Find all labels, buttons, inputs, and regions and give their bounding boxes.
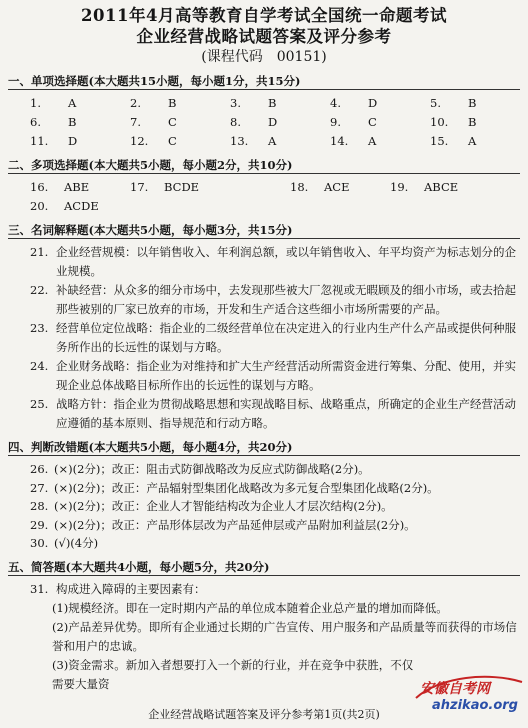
- answer-cell: [230, 132, 276, 151]
- answer-value: C: [168, 134, 177, 148]
- question-number: 18.: [290, 180, 309, 194]
- answer-value: ACE: [324, 180, 350, 194]
- judgment-list: [8, 460, 520, 553]
- term-definition-list: [8, 243, 520, 433]
- section-divider: [8, 173, 520, 174]
- answer-cell: [430, 113, 476, 132]
- answer-value: C: [368, 115, 377, 129]
- list-item: [8, 460, 520, 479]
- question-number: 1.: [30, 96, 41, 110]
- question-number: 3.: [230, 96, 241, 110]
- list-item: [8, 479, 520, 498]
- answer-point: (1)规模经济。即在一定时期内产品的单位成本随着企业总产量的增加而降低。: [52, 600, 448, 615]
- list-item: [8, 497, 520, 516]
- list-item: [8, 243, 520, 281]
- list-item: [8, 395, 520, 433]
- item-number: 30.: [30, 536, 49, 550]
- list-item: [8, 357, 520, 395]
- answer-value: B: [468, 115, 477, 129]
- answer-cell: [330, 94, 377, 113]
- answer-cell: [30, 113, 76, 132]
- answer-point: (3)资金需求。新加入者想要打入一个新的行业，并在竞争中获胜，不仅需要大量资: [52, 657, 414, 691]
- question-number: 15.: [430, 134, 449, 148]
- question-number: 10.: [430, 115, 449, 129]
- answer-row: [8, 178, 520, 197]
- answer-cell: [230, 94, 276, 113]
- course-code: (课程代码 00151): [201, 49, 327, 65]
- section-divider: [8, 238, 520, 239]
- item-text: (×)(2分)；改正：产品形体层改为产品延伸层或产品附加利益层(2分)。: [54, 517, 416, 532]
- answer-cell: [290, 178, 350, 197]
- question-number: 5.: [430, 96, 441, 110]
- answer-value: B: [268, 96, 277, 110]
- subject-title: 企业经营战略试题答案及评分参考: [136, 27, 392, 46]
- item-text: (√)(4分): [54, 536, 99, 550]
- answer-value: ABE: [64, 180, 90, 194]
- answer-cell: [330, 113, 377, 132]
- question-number: 20.: [30, 199, 49, 213]
- answer-value: ABCE: [424, 180, 459, 194]
- answer-value: A: [268, 134, 277, 148]
- answer-value: A: [68, 96, 77, 110]
- answer-cell: [230, 113, 277, 132]
- item-text: 企业财务战略：指企业为对维持和扩大生产经营活动所需资金进行筹集、分配、使用，并实现企业总体战略目标所作出的长远性的谋划与方略。: [56, 359, 516, 392]
- answer-value: A: [468, 134, 477, 148]
- answer-cell: [130, 132, 177, 151]
- answer-value: BCDE: [164, 180, 200, 194]
- section-multi-choice-heading: 二、多项选择题(本大题共5小题，每小题2分，共10分): [8, 158, 293, 172]
- answer-row: [8, 197, 520, 216]
- section-divider: [8, 575, 520, 576]
- section-short-answer-heading: 五、简答题(本大题共4小题，每小题5分，共20分): [8, 559, 270, 574]
- item-number: 23.: [30, 321, 49, 335]
- list-item: [8, 580, 520, 599]
- watermark-url: ahzikao.org: [432, 698, 518, 713]
- question-number: 13.: [230, 134, 249, 148]
- answer-cell: [30, 94, 76, 113]
- item-number: 24.: [30, 359, 49, 373]
- section-term-definition-heading: 三、名词解释题(本大题共5小题，每小题3分，共15分): [8, 223, 293, 237]
- item-number: 26.: [30, 462, 49, 476]
- item-text: (×)(2分)；改正：企业人才智能结构改为企业人才层次结构(2分)。: [54, 499, 393, 513]
- answer-cell: [390, 178, 458, 197]
- answer-value: A: [368, 134, 377, 148]
- answer-value: ACDE: [64, 199, 99, 213]
- answer-cell: [30, 132, 77, 151]
- answer-cell: [330, 132, 376, 151]
- item-number: 27.: [30, 480, 49, 495]
- item-number: 25.: [30, 397, 49, 411]
- question-number: 14.: [330, 134, 349, 148]
- item-number: 22.: [30, 283, 49, 297]
- question-number: 7.: [130, 115, 141, 129]
- section-divider: [8, 455, 520, 456]
- answer-value: B: [468, 96, 477, 110]
- multi-choice-answers: [8, 178, 520, 216]
- question-number: 4.: [330, 96, 341, 110]
- list-item: [8, 534, 520, 553]
- item-number: 21.: [30, 245, 49, 259]
- item-text: 构成进入障碍的主要因素有：: [56, 581, 206, 596]
- question-number: 12.: [130, 134, 149, 148]
- section-single-choice-heading: 一、单项选择题(本大题共15小题，每小题1分，共15分): [8, 74, 301, 88]
- answer-cell: [430, 94, 476, 113]
- section-judgment-heading: 四、判断改错题(本大题共5小题，每小题4分，共20分): [8, 440, 293, 454]
- answer-cell: [30, 178, 89, 197]
- list-item: [8, 516, 520, 535]
- answer-point: (2)产品差异优势。即所有企业通过长期的广告宣传、用户服务和产品质量等而获得的市场信誉和用户的忠诚。: [52, 619, 517, 653]
- answer-cell: [430, 132, 476, 151]
- answer-value: D: [368, 96, 378, 110]
- item-text: 企业经营规模：以年销售收入、年利润总额，或以年销售收入、年平均资产为标志划分的企业规模。: [56, 245, 516, 278]
- item-number: 31.: [30, 581, 49, 596]
- item-text: (×)(2分)；改正：产品辐射型集团化战略改为多元复合型集团化战略(2分)。: [54, 480, 439, 495]
- item-text: 经营单位定位战略：指企业的二级经营单位在决定进入的行业内生产什么产品或提供何种服务所作出的长远性的谋划与方略。: [56, 321, 516, 354]
- answer-value: D: [68, 134, 78, 148]
- single-choice-answers: [8, 94, 520, 151]
- answer-cell: [130, 178, 199, 197]
- exam-title: 2011年4月高等教育自学考试全国统一命题考试: [81, 6, 447, 25]
- list-item: [8, 319, 520, 357]
- question-number: 9.: [330, 115, 341, 129]
- answer-cell: [130, 113, 177, 132]
- question-number: 17.: [130, 180, 149, 194]
- item-text: (×)(2分)；改正：阻击式防御战略改为反应式防御战略(2分)。: [54, 462, 370, 476]
- item-text: 战略方针：指企业为贯彻战略思想和实现战略目标、战略重点，所确定的企业生产经营活动应遵循的基本原则、指导规范和行动方略。: [56, 397, 516, 430]
- answer-cell: [130, 94, 176, 113]
- answer-row: [8, 94, 520, 113]
- answer-cell: [30, 197, 99, 216]
- question-number: 16.: [30, 180, 49, 194]
- section-divider: [8, 89, 520, 90]
- answer-row: [8, 132, 520, 151]
- watermark-title: 安徽自考网: [420, 681, 490, 697]
- answer-row: [8, 113, 520, 132]
- question-number: 2.: [130, 96, 141, 110]
- question-number: 8.: [230, 115, 241, 129]
- answer-value: B: [68, 115, 77, 129]
- answer-value: C: [168, 115, 177, 129]
- page-footer: 企业经营战略试题答案及评分参考第1页(共2页): [148, 708, 380, 721]
- list-item: [8, 281, 520, 319]
- item-number: 28.: [30, 499, 49, 513]
- question-number: 11.: [30, 134, 49, 148]
- question-number: 6.: [30, 115, 41, 129]
- answer-value: B: [168, 96, 177, 110]
- answer-value: D: [268, 115, 278, 129]
- item-text: 补缺经营：从众多的细分市场中，去发现那些被大厂忽视或无暇顾及的细小市场，或去拾起那些被别的厂家已放弃的市场，开发和生产适合这些细小市场所需要的产品。: [56, 283, 516, 316]
- item-number: 29.: [30, 517, 49, 532]
- question-number: 19.: [390, 180, 409, 194]
